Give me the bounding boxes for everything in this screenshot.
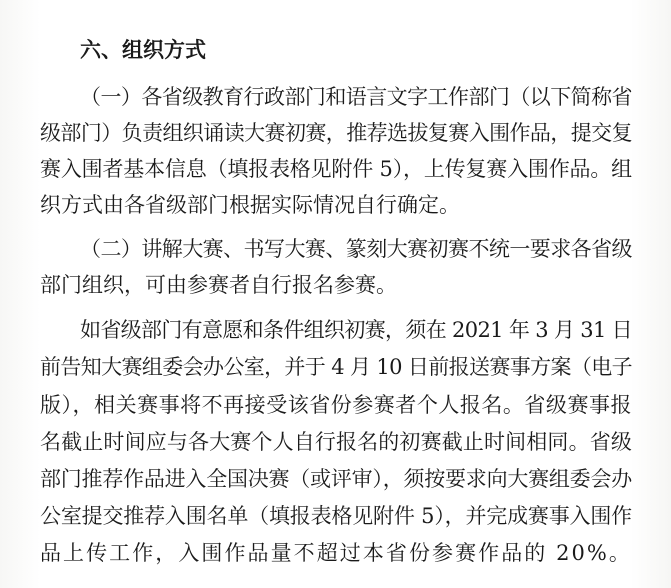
paragraph-1-line-4: 织方式由各省级部门根据实际情况自行确定。 — [40, 193, 460, 217]
paragraph-3-line-7: 品上传工作，入围作品量不超过本省份参赛作品的 20%。 — [40, 541, 632, 565]
paragraph-1-line-3: 赛入围者基本信息（填报表格见附件 5），上传复赛入围作品。组 — [40, 157, 632, 181]
paragraph-3-line-1: 如省级部门有意愿和条件组织初赛，须在 2021 年 3 月 31 日 — [80, 318, 632, 342]
paragraph-3-line-3: 版），相关赛事将不再接受该省份参赛者个人报名。省级赛事报 — [40, 393, 632, 417]
paragraph-1-line-1: （一）各省级教育行政部门和语言文字工作部门（以下简称省 — [80, 85, 632, 109]
section-heading: 六、组织方式 — [80, 38, 206, 62]
paragraph-2-line-2: 部门组织，可由参赛者自行报名参赛。 — [40, 273, 397, 297]
paragraph-3-line-6: 公室提交推荐入围名单（填报表格见附件 5），并完成赛事入围作 — [40, 504, 632, 528]
paragraph-3-line-2: 前告知大赛组委会办公室，并于 4 月 10 日前报送赛事方案（电子 — [40, 355, 632, 379]
paragraph-2-line-1: （二）讲解大赛、书写大赛、篆刻大赛初赛不统一要求各省级 — [80, 237, 632, 261]
paragraph-1-line-2: 级部门）负责组织诵读大赛初赛，推荐选拔复赛入围作品，提交复 — [40, 121, 632, 145]
paragraph-3-line-4: 名截止时间应与各大赛个人自行报名的初赛截止时间相同。省级 — [40, 430, 632, 454]
paragraph-3-line-5: 部门推荐作品进入全国决赛（或评审），须按要求向大赛组委会办 — [40, 467, 632, 491]
